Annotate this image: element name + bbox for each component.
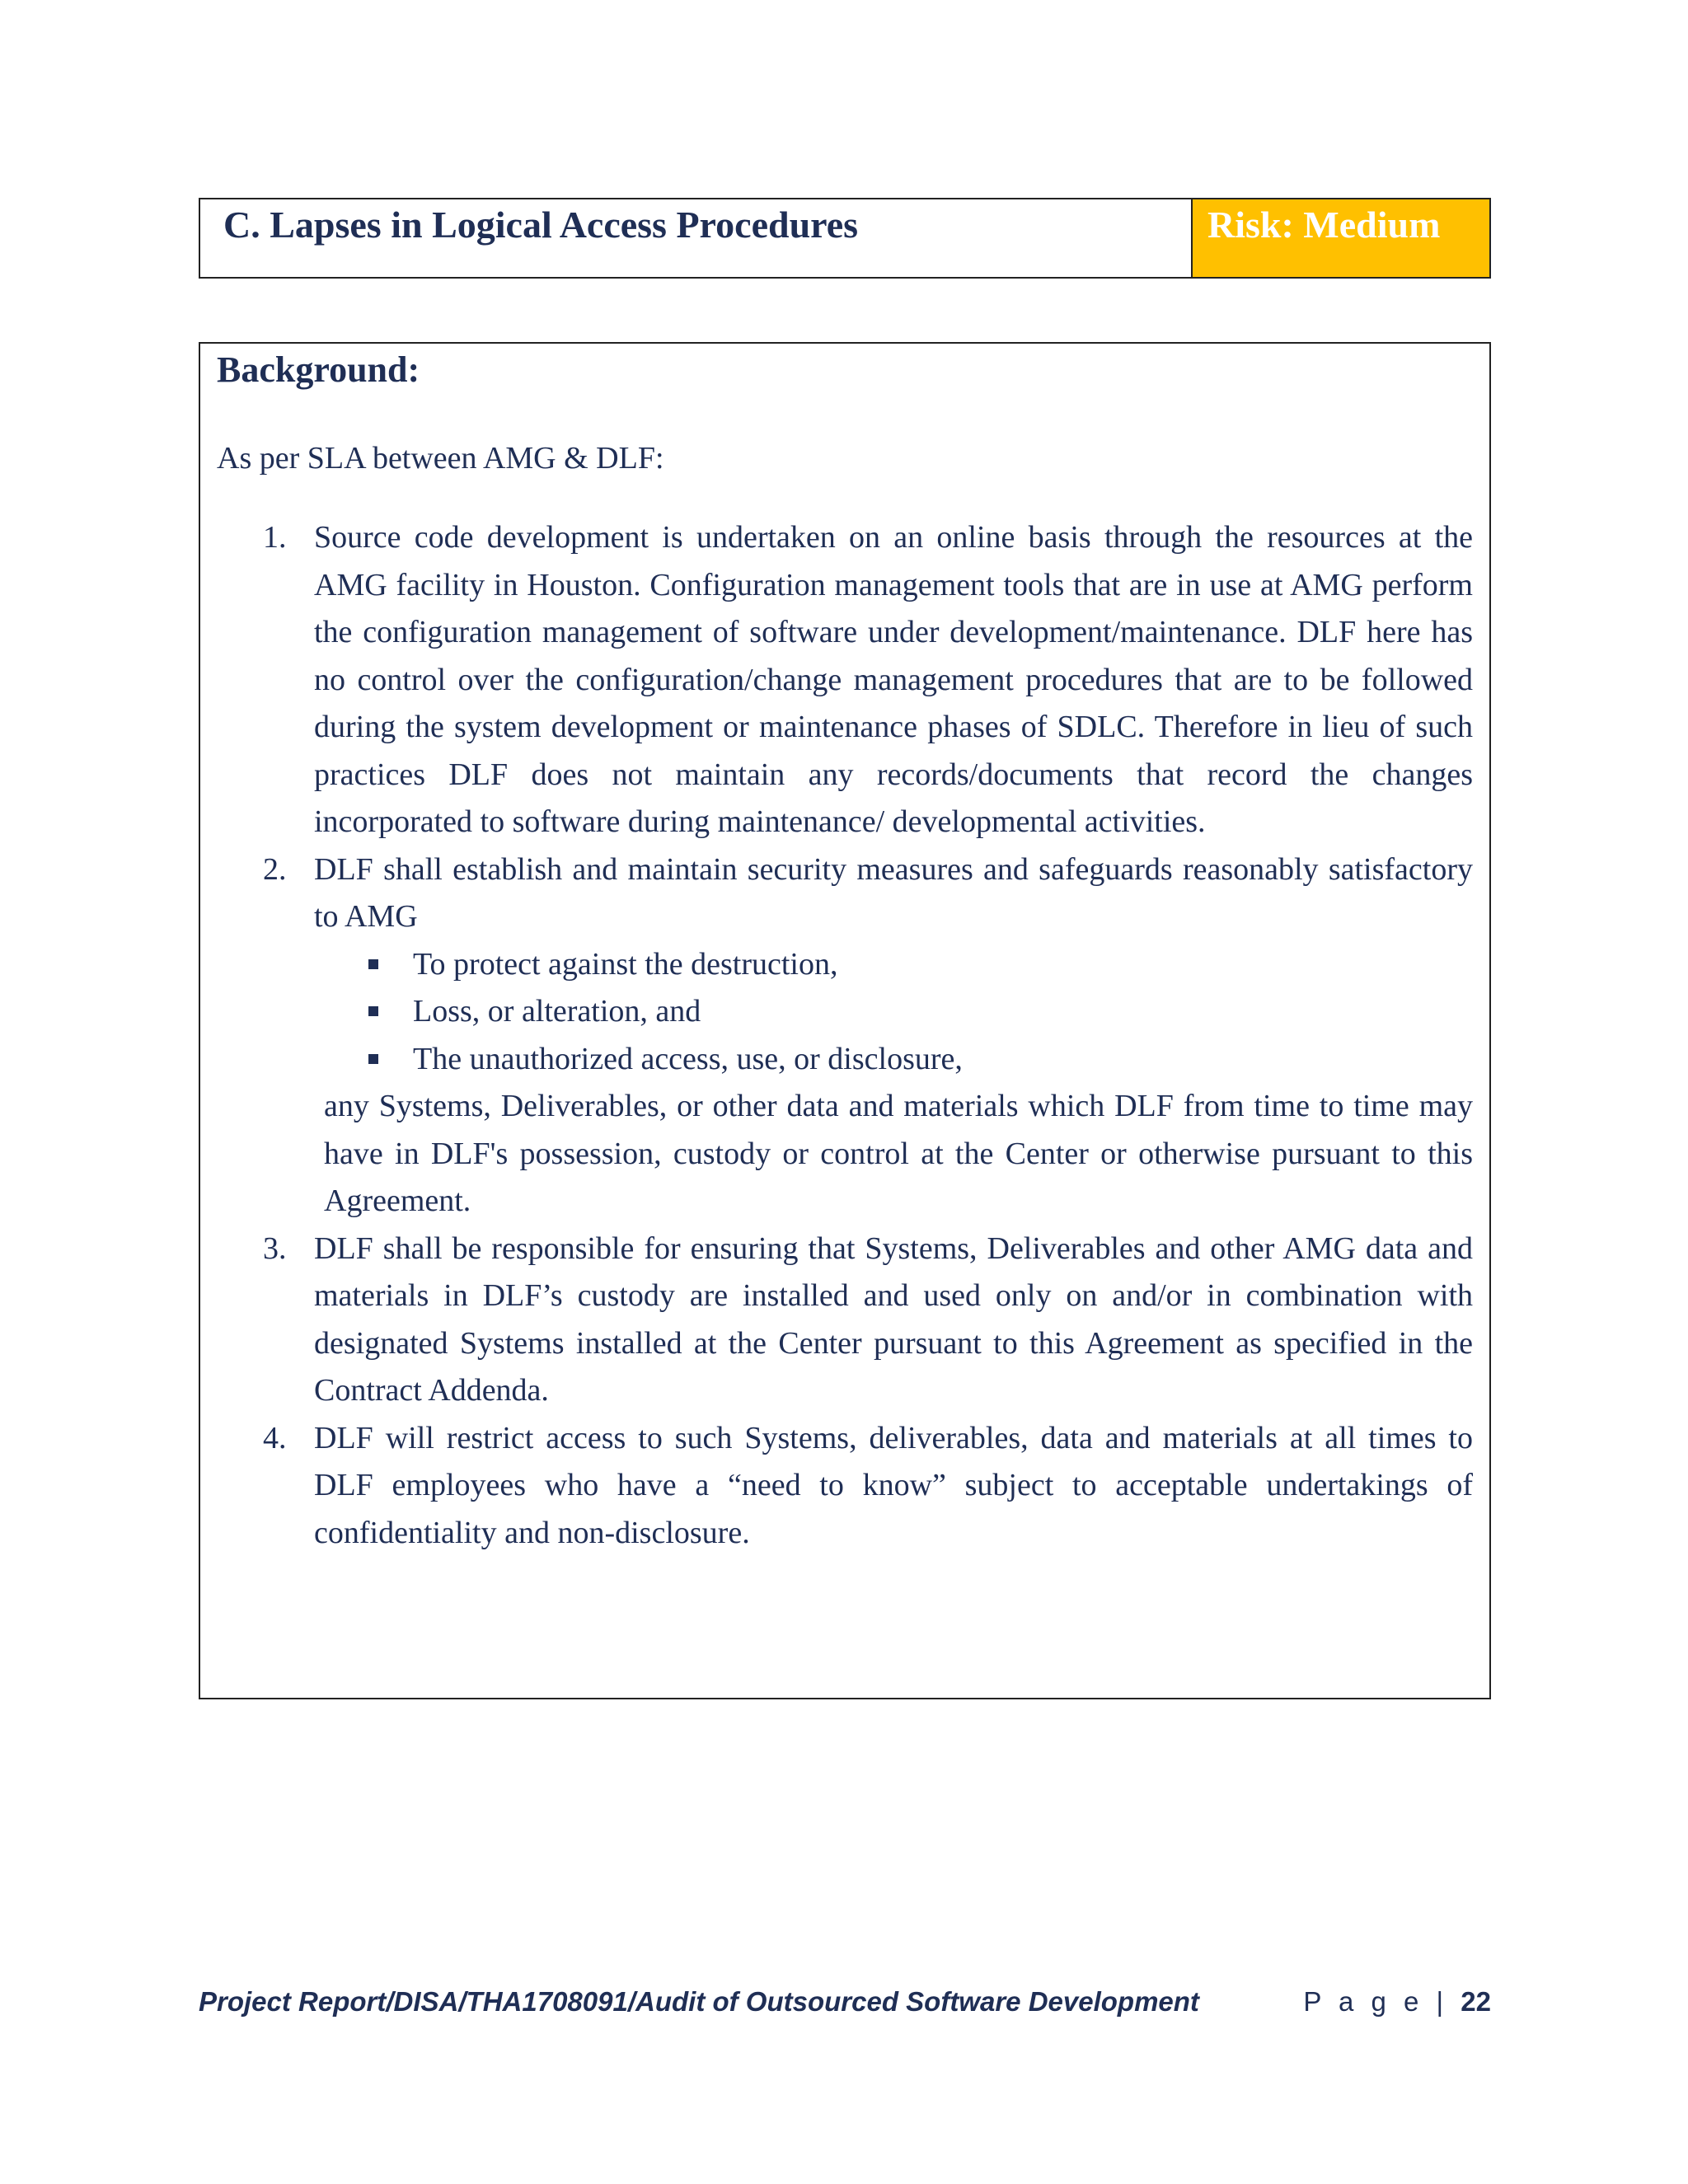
list-item-text: Source code development is undertaken on an online basis through the resources at the AMG facility in Houston. Configuration management tools that are in use at AMG perform the configuration management of software under development/maintenance. DLF here has no control over the configuration/change management procedures that are to be followed during the system development or maintenance phases of SDLC. Therefore in lieu of such practices DLF does not maintain any records/documents that record the changes incorporated to software during maintenance/ developmental activities. [314, 520, 1473, 839]
page-footer [199, 1986, 1491, 2018]
page-number-block [1303, 1986, 1491, 2018]
square-bullet-icon [368, 1054, 378, 1064]
list-item-number: 2. [263, 851, 287, 887]
background-box [199, 342, 1491, 1699]
bullet-item: Loss, or alteration, and [200, 988, 1489, 1036]
list-item [200, 1226, 1489, 1415]
list-item-text: DLF will restrict access to such Systems, deliverables, data and materials at all times to DLF employees who have a “need to know” subject to acceptable undertakings of confidentiality and non-disclosure. [314, 1420, 1473, 1550]
page-number: 22 [1461, 1986, 1491, 2017]
square-bullet-icon [368, 959, 378, 969]
section-title-box [199, 198, 1491, 279]
list-item [200, 1415, 1489, 1558]
list-item-text: DLF shall be responsible for ensuring that Systems, Deliverables and other AMG data and materials in DLF’s custody are installed and used only on and/or in combination with designated Systems installed at the Center pursuant to this Agreement as specified in the Contract Addenda. [314, 1230, 1473, 1408]
list-item-number: 1. [263, 520, 287, 555]
footer-report-id: Project Report/DISA/THA1708091/Audit of Outsourced Software Development [199, 1986, 1199, 2017]
list-item-continuation: any Systems, Deliverables, or other data and materials which DLF from time to time may have in DLF's possession, custody or control at the Center or otherwise pursuant to this Agreement. [324, 1089, 1473, 1218]
bullet-list [200, 941, 1489, 1084]
bullet-item: To protect against the destruction, [200, 941, 1489, 989]
risk-badge: Risk: Medium [1191, 199, 1489, 277]
list-item-number: 4. [263, 1420, 287, 1455]
page-label: P a g e [1303, 1986, 1424, 2017]
square-bullet-icon [368, 1006, 378, 1016]
page-separator: | [1436, 1986, 1449, 2017]
bullet-item: The unauthorized access, use, or disclosure, [200, 1036, 1489, 1084]
list-item [200, 514, 1489, 846]
background-intro: As per SLA between AMG & DLF: [217, 441, 664, 476]
background-heading: Background: [217, 349, 420, 390]
list-item-number: 3. [263, 1230, 287, 1266]
list-item-text: DLF shall establish and maintain security measures and safeguards reasonably satisfactory to AMG [314, 851, 1473, 934]
list-item [200, 846, 1489, 941]
background-list [200, 514, 1489, 1557]
section-title: C. Lapses in Logical Access Procedures [223, 204, 859, 246]
